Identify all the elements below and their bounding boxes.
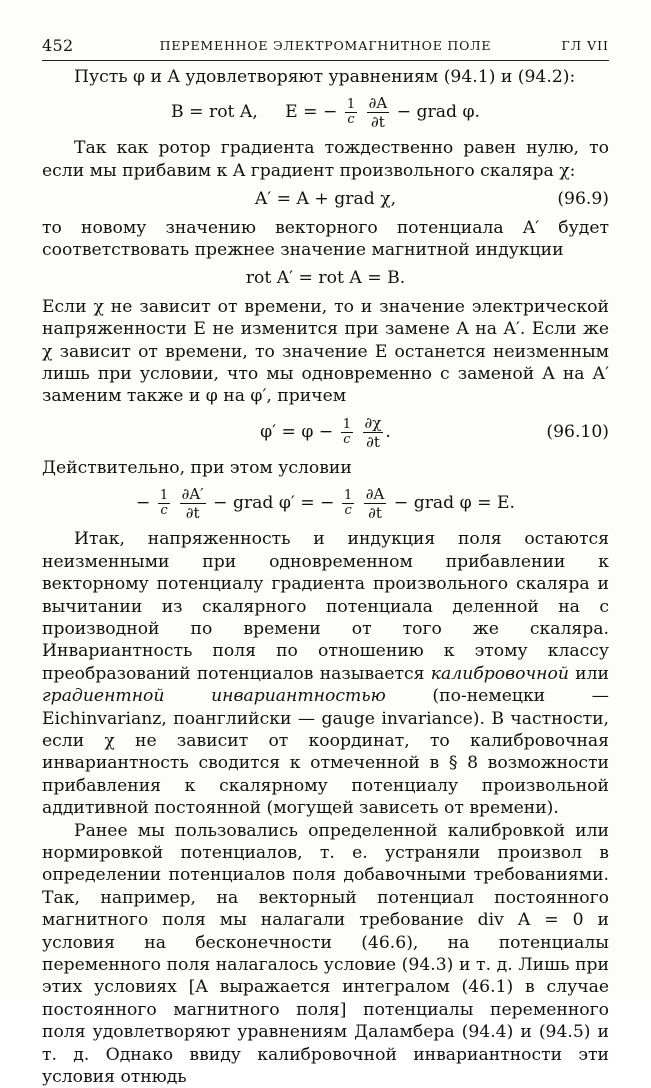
equation-check (42, 485, 609, 522)
eq4-fraction-2: $\frac{\partial\chi}{\partial t}$ (364, 413, 382, 451)
eq5-mid: − grad φ′ = − (213, 493, 335, 514)
running-title: ПЕРЕМЕННОЕ ЭЛЕКТРОМАГНИТНОЕ ПОЛЕ (159, 38, 492, 53)
term-gauge-invariance: калибровочной (430, 663, 569, 684)
page-number: 452 (42, 36, 74, 55)
eq4-fraction-1: $\frac{1}{c}$ (342, 416, 352, 447)
eq5-fraction-1: $\frac{1}{c}$ (159, 488, 169, 519)
paragraph-7: Ранее мы пользовались определенной калибровкой или нормировкой потенциалов, т. е. устраняли произвол в определении потенциалов поля добавочными требованиями. Так, например, на векторный потенциал постоянного магнитного поля мы налагали требование div A = 0 и условия на бесконечности (46.6), на потенциалы переменного поля налагалось условие (94.3) и т. д. Лишь при этих условиях [A выражается интегралом (46.1) в случае постоянного магнитного поля] потенциалы переменного поля удовлетворяют уравнениям Даламбера (94.4) и (94.5) и т. д. Однако ввиду калибровочной инвариантности эти условия отнюдь (42, 820, 609, 1088)
equation-rot (42, 267, 609, 289)
eq1-suffix: − grad φ. (396, 102, 480, 123)
paragraph-5: Действительно, при этом условии (42, 457, 352, 478)
equation-96-10 (42, 414, 609, 451)
eq4-number: (96.10) (546, 422, 609, 443)
eq5-prefix: − (135, 493, 151, 514)
paragraph-6-or: или (575, 663, 609, 684)
eq2-body: A′ = A + grad χ, (254, 189, 397, 210)
eq5-fraction-4: $\frac{\partial A}{\partial t}$ (365, 485, 385, 523)
eq5-fraction-3: $\frac{1}{c}$ (344, 488, 353, 519)
eq1-left: B = rot A, (171, 102, 258, 123)
paragraph-1: Пусть φ и A удовлетворяют уравнениям (94.1) и (94.2): (74, 67, 576, 87)
paragraph-6-part-a: Итак, напряженность и индукция поля остаются неизменными при одновременном прибавлении к векторному потенциалу градиента произвольного скаляра и вычитании из скалярного потенциала деленной на c производной по времени от того же скаляра. Инвариантность поля по отношению к этому классу преобразований потенциалов называется (42, 529, 609, 684)
paragraph-3: то новому значению векторного потенциала A′ будет соответствовать прежнее значение магнитной индукции (42, 217, 609, 261)
eq4-suffix: . (385, 421, 391, 442)
eq1-right-prefix: E = − (285, 102, 338, 123)
eq3-body: rot A′ = rot A = B. (245, 268, 406, 289)
paragraph-4: Если χ не зависит от времени, то и значение электрической напряженности E не изменится при замене A на A′. Если же χ зависит от времени, то значение E останется неизменным лишь при условии, что мы одновременно с заменой A на A′ заменим также и φ на φ′, причем (42, 296, 609, 407)
eq1-fraction-2: $\frac{\partial A}{\partial t}$ (368, 94, 388, 132)
eq4-prefix: φ′ = φ − (260, 421, 334, 442)
term-gradient-invariance: градиентной инвариантностью (42, 686, 386, 707)
eq1-fraction-1: $\frac{1}{c}$ (346, 97, 356, 128)
equation-96-9 (42, 188, 609, 210)
paragraph-6-part-b: (по-немецки — Eichinvarianz, поанглийски — gauge invariance). В частности, если χ не зависит от координат, то калибровочная инвариантность сводится к отмеченной в § 8 возможности прибавления к скалярному потенциалу произвольной аддитивной постоянной (могущей зависеть от времени). (42, 686, 609, 819)
eq5-suffix: − grad φ = E. (393, 493, 515, 514)
chapter-label: ГЛ VII (561, 38, 609, 53)
header-rule (42, 60, 609, 61)
page-body (42, 66, 609, 1088)
eq5-fraction-2: $\frac{\partial A'}{\partial t}$ (181, 485, 204, 523)
eq2-number: (96.9) (557, 189, 609, 210)
paragraph-2: Так как ротор градиента тождественно равен нулю, то если мы прибавим к A градиент произвольного скаляра χ: (42, 138, 609, 181)
equation-fields (42, 94, 609, 131)
paragraph-6 (42, 528, 609, 819)
